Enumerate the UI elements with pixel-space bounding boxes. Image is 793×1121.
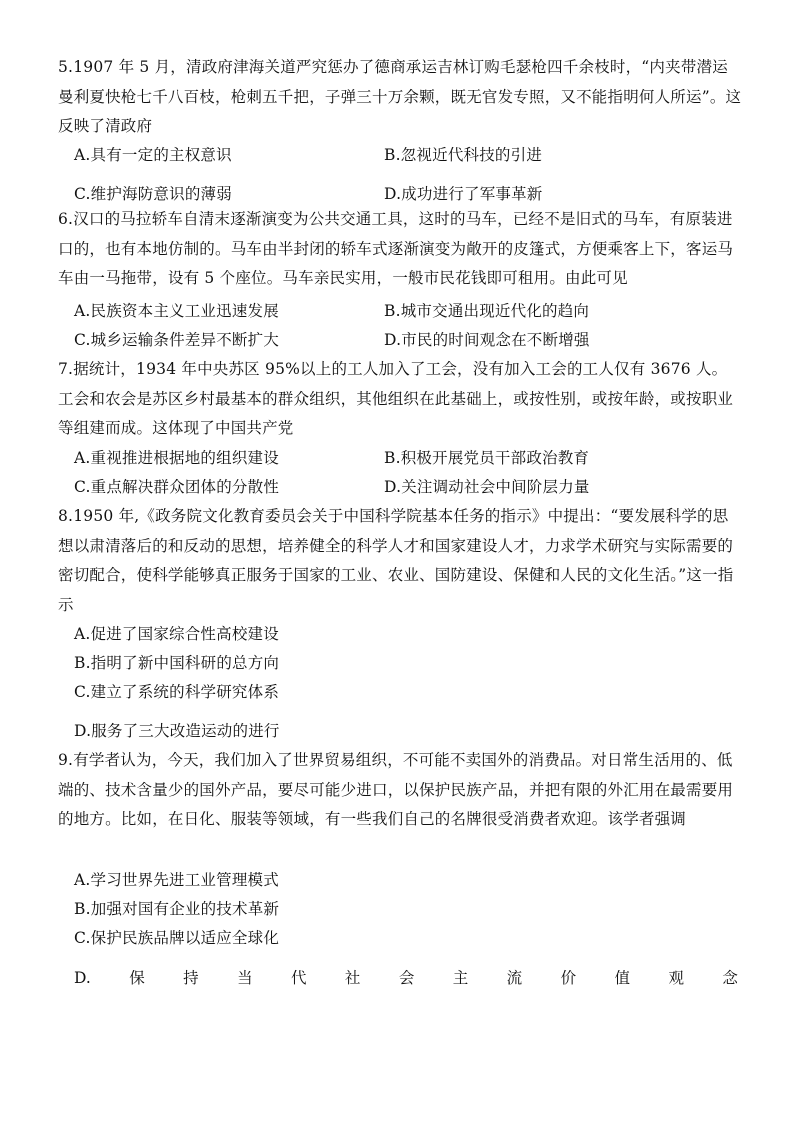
question-text: 1907 年 5 月，清政府津海关道严究惩办了德商承运吉林订购毛瑟枪四千余枝时，“内夹带潜运曼利夏快枪七千八百枝，枪刺五千把，子弹三十万余颗，既无官发专照，又不能指明何人所运”。这反映了清政府 [58, 58, 742, 135]
question-text: 1950 年,《政务院文化教育委员会关于中国科学院基本任务的指示》中提出：“要发展科学的思想以肃清落后的和反动的思想，培养健全的科学人才和国家建设人才，力求学术研究与实际需要的密切配合，使科学能够真正服务于国家的工业、农业、国防建设、保健和人民的文化生活。”这一指示 [58, 507, 734, 614]
question-7-option-a: A.重视推进根据地的组织建设 [74, 449, 279, 467]
option-glyph: 当 [237, 969, 253, 987]
question-8-option-b: B.指明了新中国科研的总方向 [74, 654, 280, 672]
question-7-option-b: B.积极开展党员干部政治教育 [384, 449, 590, 467]
question-number: 8. [58, 507, 74, 525]
question-8-option-a: A.促进了国家综合性高校建设 [74, 625, 279, 643]
question-text: 有学者认为，今天，我们加入了世界贸易组织，不可能不卖国外的消费品。对日常生活用的、低端的、技术含量少的国外产品，要尽可能少进口，以保护民族产品，并把有限的外汇用在最需要用的地方。比如，在日化、服装等领域，有一些我们自己的名牌很受消费者欢迎。该学者强调 [58, 751, 734, 828]
question-8-stem [58, 502, 742, 620]
question-9-option-d [74, 967, 738, 989]
option-glyph: 念 [722, 969, 738, 987]
question-6-option-b: B.城市交通出现近代化的趋向 [384, 302, 590, 320]
option-glyph: 流 [506, 969, 523, 987]
question-8-option-c: C.建立了系统的科学研究体系 [74, 683, 280, 701]
question-6-option-a: A.民族资本主义工业迅速发展 [74, 302, 279, 320]
question-9-option-a: A.学习世界先进工业管理模式 [74, 871, 279, 889]
option-glyph: 价 [560, 969, 577, 987]
question-5-option-d: D.成功进行了军事革新 [384, 185, 543, 203]
question-9-option-b: B.加强对国有企业的技术革新 [74, 900, 280, 918]
question-number: 7. [58, 360, 74, 378]
question-5-stem [58, 53, 742, 142]
question-7-option-d: D.关注调动社会中间阶层力量 [384, 478, 590, 496]
question-7-stem [58, 355, 742, 444]
question-5-option-a: A.具有一定的主权意识 [74, 146, 232, 164]
option-glyph: 社 [344, 969, 361, 987]
question-text: 汉口的马拉轿车自清末逐渐演变为公共交通工具，这时的马车，已经不是旧式的马车，有原装进口的，也有本地仿制的。马车由半封闭的轿车式逐渐演变为敞开的皮篷式，方便乘客上下，客运马车由一马拖带，设有 5 个座位。马车亲民实用，一般市民花钱即可租用。由此可见 [58, 210, 734, 287]
question-6-option-c: C.城乡运输条件差异不断扩大 [74, 331, 280, 349]
option-glyph: 值 [614, 969, 631, 987]
question-text: 据统计，1934 年中央苏区 95%以上的工人加入了工会，没有加入工会的工人仅有 3676 人。工会和农会是苏区乡村最基本的群众组织，其他组织在此基础上，或按性别，或按年龄，或按职业等组建而成。这体现了中国共产党 [58, 360, 734, 437]
question-8-option-d: D.服务了三大改造运动的进行 [74, 722, 280, 740]
question-7-option-c: C.重点解决群众团体的分散性 [74, 478, 280, 496]
option-glyph: 代 [290, 969, 307, 987]
question-5-option-b: B.忽视近代科技的引进 [384, 146, 543, 164]
question-number: 6. [58, 210, 74, 228]
option-glyph: 保 [129, 969, 145, 987]
question-9-option-c: C.保护民族品牌以适应全球化 [74, 929, 280, 947]
option-glyph: 持 [183, 969, 199, 987]
option-glyph: 主 [452, 969, 469, 987]
question-number: 5. [58, 58, 74, 76]
question-number: 9. [58, 751, 74, 769]
option-glyph: 观 [668, 969, 684, 987]
option-glyph: D. [74, 969, 91, 987]
question-9-stem [58, 746, 742, 835]
question-6-option-d: D.市民的时间观念在不断增强 [384, 331, 590, 349]
option-glyph: 会 [398, 969, 415, 987]
question-6-stem [58, 205, 742, 294]
question-5-option-c: C.维护海防意识的薄弱 [74, 185, 232, 203]
